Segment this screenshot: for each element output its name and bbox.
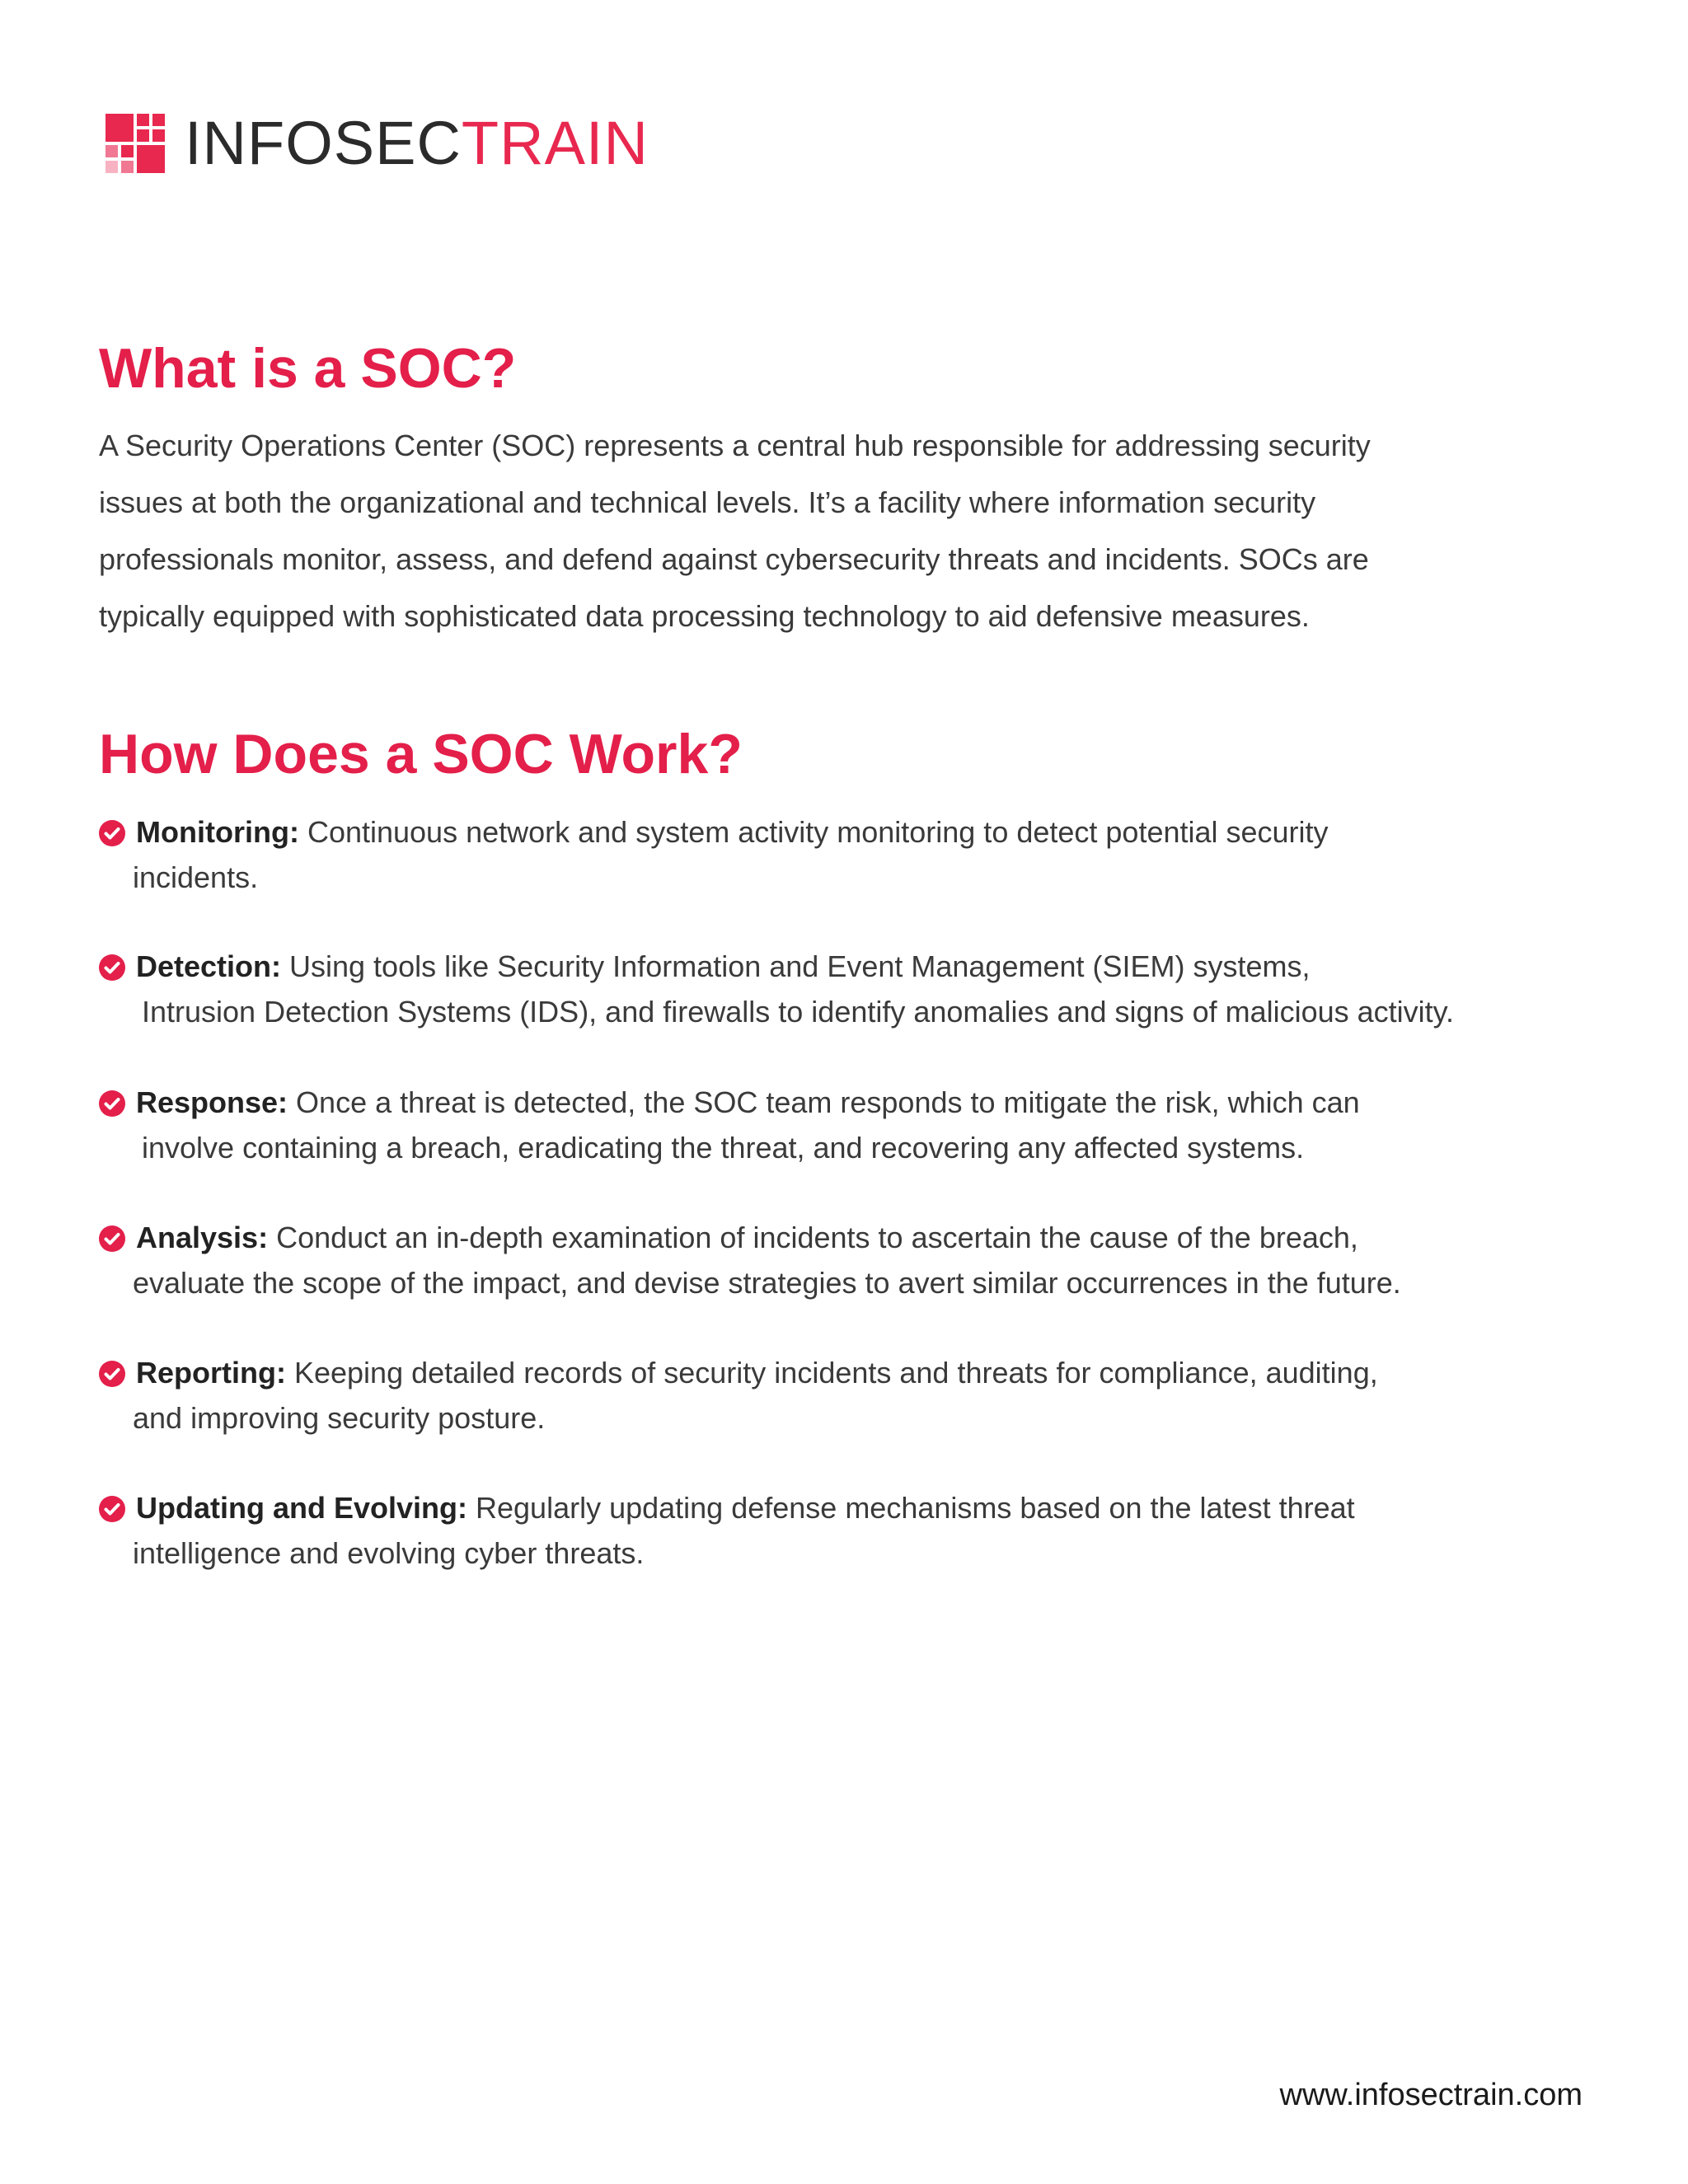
item-text-continued: incidents. — [133, 860, 259, 894]
item-text: Conduct an in-depth examination of incidents to ascertain the cause of the breach, — [268, 1221, 1358, 1254]
intro-line: professionals monitor, assess, and defend against cybersecurity threats and incidents. SOCs are — [99, 542, 1369, 576]
item-term: Monitoring: — [136, 815, 299, 849]
check-circle-icon — [99, 954, 125, 981]
brand-name-part1: INFOSEC — [185, 109, 462, 177]
list-item-detection — [99, 944, 1599, 1034]
check-circle-icon — [99, 1361, 125, 1387]
brand-logo — [106, 109, 649, 177]
check-circle-icon — [99, 820, 125, 846]
list-item-response — [99, 1080, 1599, 1170]
item-text: Once a threat is detected, the SOC team responds to mitigate the risk, which can — [288, 1085, 1360, 1119]
item-term: Analysis: — [136, 1221, 269, 1254]
item-text-continued: and improving security posture. — [133, 1401, 546, 1435]
intro-line: typically equipped with sophisticated data processing technology to aid defensive measures. — [99, 599, 1310, 633]
item-text-continued: Intrusion Detection Systems (IDS), and firewalls to identify anomalies and signs of malicious activity. — [142, 995, 1454, 1029]
item-text-continued: involve containing a breach, eradicating the threat, and recovering any affected systems. — [142, 1131, 1305, 1165]
item-term: Response: — [136, 1085, 288, 1119]
brand-name — [185, 109, 649, 177]
logo-mark-icon — [106, 114, 165, 173]
intro-paragraph — [99, 417, 1550, 644]
intro-line: A Security Operations Center (SOC) represents a central hub responsible for addressing security — [99, 429, 1371, 462]
check-circle-icon — [99, 1496, 125, 1522]
list-item-reporting — [99, 1350, 1599, 1441]
list-item-updating-evolving — [99, 1485, 1599, 1576]
intro-line: issues at both the organizational and technical levels. It’s a facility where information security — [99, 485, 1316, 519]
item-text: Using tools like Security Information and Event Management (SIEM) systems, — [281, 949, 1311, 983]
heading-how-soc-works: How Does a SOC Work? — [99, 723, 743, 785]
brand-name-part2: TRAIN — [461, 109, 649, 177]
check-circle-icon — [99, 1090, 125, 1117]
item-term: Updating and Evolving: — [136, 1491, 467, 1525]
heading-what-is-soc: What is a SOC? — [99, 337, 517, 400]
item-text: Continuous network and system activity monitoring to detect potential security — [298, 815, 1329, 849]
footer-website: www.infosectrain.com — [1279, 2078, 1582, 2112]
item-text: Regularly updating defense mechanisms based on the latest threat — [467, 1491, 1355, 1525]
item-term: Reporting: — [136, 1356, 286, 1390]
check-circle-icon — [99, 1226, 125, 1252]
item-text-continued: evaluate the scope of the impact, and devise strategies to avert similar occurrences in the future. — [133, 1266, 1401, 1300]
item-term: Detection: — [136, 949, 282, 983]
list-item-monitoring — [99, 809, 1599, 900]
item-text-continued: intelligence and evolving cyber threats. — [133, 1536, 645, 1570]
item-text: Keeping detailed records of security incidents and threats for compliance, auditing, — [285, 1356, 1378, 1390]
list-item-analysis — [99, 1215, 1599, 1305]
